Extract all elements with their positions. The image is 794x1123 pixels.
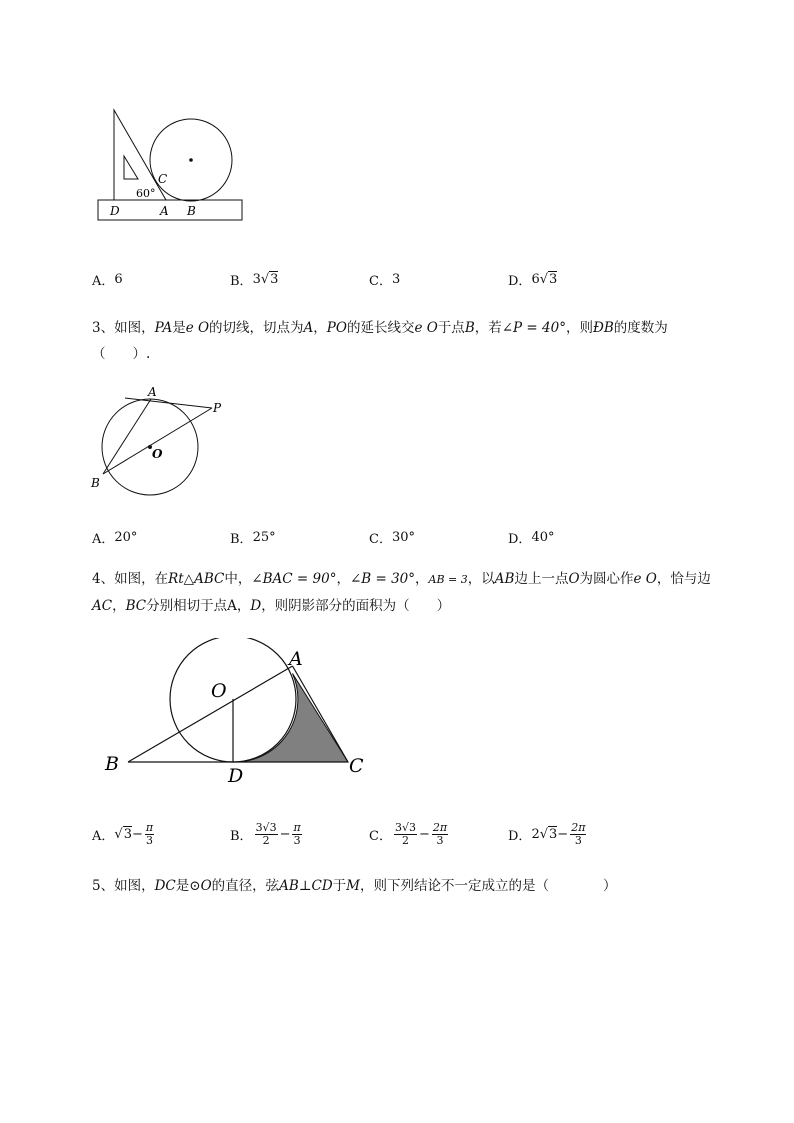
q2-option-d[interactable]: D． 6 √3 bbox=[508, 272, 558, 289]
label-o: O bbox=[152, 447, 163, 461]
q3-option-c[interactable]: C． 30° bbox=[369, 530, 415, 547]
label-a: A bbox=[289, 648, 303, 670]
fraction: $\frac{3√3}{2}$ bbox=[394, 821, 416, 847]
label-d: D bbox=[228, 765, 244, 787]
fraction: $\frac{\pi}{3}$ bbox=[293, 821, 301, 847]
fraction: $\frac{\pi}{3}$ bbox=[145, 821, 154, 847]
q5-text: 5、如图，DC是⊙O的直径，弦AB⊥CD于M，则下列结论不一定成立的是（ ） bbox=[92, 878, 617, 894]
q4-option-c[interactable]: C． $\frac{3√3}{2}$ − $\frac{2\pi}{3}$ bbox=[369, 821, 448, 847]
fraction: $\frac{2\pi}{3}$ bbox=[432, 821, 448, 847]
sqrt: √3 bbox=[260, 272, 279, 287]
q2-figure bbox=[90, 100, 260, 230]
q3-text: 3、如图，PA是e O的切线，切点为A，PO的延长线交e O于点B，若∠P = 40°，则ÐB的度数为 （ ）. bbox=[92, 320, 668, 362]
label-a: A bbox=[160, 204, 169, 218]
label-c: C bbox=[158, 172, 168, 186]
label-b: B bbox=[105, 753, 119, 775]
label-b: B bbox=[91, 476, 100, 490]
label-c: C bbox=[349, 755, 364, 777]
q3-option-a[interactable]: A． 20° bbox=[92, 530, 138, 547]
label-p: P bbox=[213, 401, 222, 415]
q2-option-b[interactable]: B． 3 √3 bbox=[230, 272, 279, 289]
sqrt: √3 bbox=[539, 272, 558, 287]
sqrt: √3 bbox=[114, 827, 132, 842]
label-a: A bbox=[148, 385, 157, 399]
label-d: D bbox=[110, 204, 120, 218]
label-b: B bbox=[187, 204, 196, 218]
q2-option-c[interactable]: C． 3 bbox=[369, 272, 401, 289]
q4-option-a[interactable]: A． √3 − $\frac{\pi}{3}$ bbox=[92, 821, 154, 847]
line-ab bbox=[103, 399, 151, 474]
q3-option-b[interactable]: B． 25° bbox=[230, 530, 276, 547]
tangent-line bbox=[125, 398, 212, 408]
q4-text: 4、如图，在Rt△ABC中，∠BAC = 90°，∠B = 30°，AB = 3，以AB边上一点O为圆心作e O，恰与边 AC，BC分别相切于点A，D，则阴影部分的面积为（ ） bbox=[92, 571, 711, 614]
q2-option-a[interactable]: A． 6 bbox=[92, 272, 123, 289]
shaded-region bbox=[233, 674, 348, 763]
q4-option-b[interactable]: B． $\frac{3√3}{2}$ − $\frac{\pi}{3}$ bbox=[230, 821, 301, 847]
q4-figure bbox=[98, 638, 378, 788]
q3-figure bbox=[88, 383, 238, 498]
q2-circle-center bbox=[189, 158, 193, 162]
label-o: O bbox=[211, 680, 227, 702]
q3-option-d[interactable]: D． 40° bbox=[508, 530, 555, 547]
sqrt: √3 bbox=[539, 827, 558, 842]
q4-option-d[interactable]: D． 2 √3 − $\frac{2\pi}{3}$ bbox=[508, 821, 586, 847]
fraction: $\frac{2\pi}{3}$ bbox=[571, 821, 586, 847]
label-angle: 60° bbox=[136, 187, 156, 200]
line-pb bbox=[103, 408, 212, 474]
fraction: $\frac{3√3}{2}$ bbox=[255, 821, 277, 847]
set-square-hole bbox=[124, 156, 138, 179]
